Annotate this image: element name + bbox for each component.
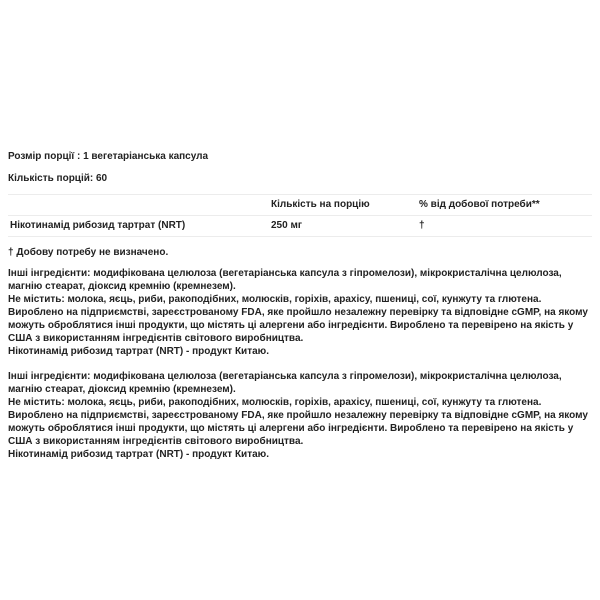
notes bbox=[8, 246, 598, 461]
table-row bbox=[8, 215, 592, 237]
manufacturing: Вироблено на підприємстві, зареєстрованому FDA, яке пройшло незалежну перевірку та відповідне cGMP, на якому можуть оброблятися інші продукти, що містять ці алергени або інгредієнти. Вироблено та перевірено на якість у США з використанням інгредієнтів світового виробництва. bbox=[8, 307, 588, 344]
free-of: Не містить: молока, яєць, риби, ракоподібних, молюсків, горіхів, арахісу, пшениці, сої, кунжуту та глютена. bbox=[8, 294, 542, 305]
serving-size: Розмір порції : 1 вегетаріанська капсула bbox=[8, 151, 209, 162]
origin: Нікотинамід рибозид тартрат (NRT) - продукт Китаю. bbox=[8, 449, 269, 460]
origin: Нікотинамід рибозид тартрат (NRT) - продукт Китаю. bbox=[8, 346, 269, 357]
footnote: † Добову потребу не визначено. bbox=[8, 247, 169, 258]
header-amount: Кількість на порцію bbox=[271, 199, 370, 210]
ingredient-name: Нікотинамід рибозид тартрат (NRT) bbox=[10, 220, 186, 231]
other-ingredients: Інші інгредієнти: модифікована целюлоза (вегетаріанська капсула з гіпромелози), мікрокристалічна целюлоза, магнію стеарат, діоксид кремнію (кремнезем). bbox=[8, 371, 562, 395]
header-daily-value: % від добової потреби** bbox=[419, 199, 540, 210]
servings-count: Кількість порцій: 60 bbox=[8, 173, 108, 184]
nutrition-table bbox=[8, 194, 592, 237]
free-of: Не містить: молока, яєць, риби, ракоподібних, молюсків, горіхів, арахісу, пшениці, сої, кунжуту та глютена. bbox=[8, 397, 542, 408]
ingredient-daily-value: † bbox=[419, 220, 425, 231]
ingredient-amount: 250 мг bbox=[271, 220, 303, 231]
table-header-row bbox=[8, 194, 592, 215]
info-block-2 bbox=[8, 370, 598, 461]
manufacturing: Вироблено на підприємстві, зареєстрованому FDA, яке пройшло незалежну перевірку та відповідне cGMP, на якому можуть оброблятися інші продукти, що містять ці алергени або інгредієнти. Вироблено та перевірено на якість у США з використанням інгредієнтів світового виробництва. bbox=[8, 410, 588, 447]
info-block-1 bbox=[8, 267, 598, 358]
other-ingredients: Інші інгредієнти: модифікована целюлоза (вегетаріанська капсула з гіпромелози), мікрокристалічна целюлоза, магнію стеарат, діоксид кремнію (кремнезем). bbox=[8, 268, 562, 292]
